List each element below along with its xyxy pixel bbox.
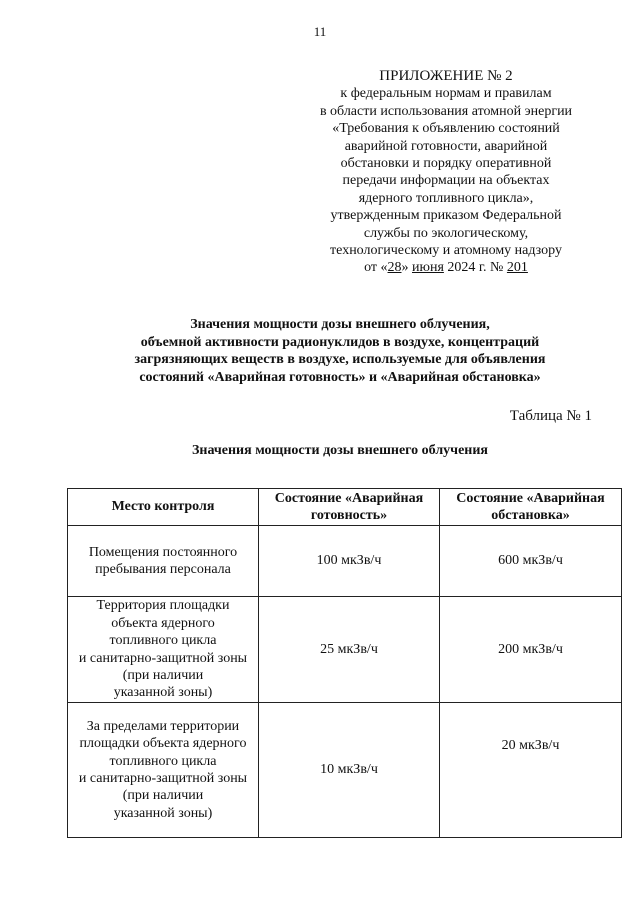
table-row: [68, 597, 622, 703]
appendix-line: ядерного топливного цикла»,: [358, 190, 534, 206]
header-readiness: Состояние «Аварийная готовность»: [259, 489, 440, 526]
order-date-prefix: от «: [364, 260, 388, 276]
order-date-quote: »: [401, 260, 409, 276]
appendix-line: службы по экологическому,: [363, 225, 529, 241]
header-place: Место контроля: [68, 489, 259, 526]
place-cell: За пределами территории площадки объекта ядерного топливного цикла и санитарно-защитной зоны (при наличии указанной зоны): [68, 703, 259, 838]
order-day: 28: [387, 260, 402, 276]
order-number: 201: [506, 260, 528, 276]
emergency-value: 200 мкЗв/ч: [440, 597, 622, 703]
heading-line: состояний «Аварийная готовность» и «Аварийная обстановка»: [139, 369, 541, 385]
readiness-value: 25 мкЗв/ч: [259, 597, 440, 703]
order-month: июня: [412, 260, 444, 276]
dose-rate-table: [67, 488, 622, 838]
appendix-line: передачи информации на объектах: [342, 173, 550, 189]
document-heading: [60, 316, 620, 386]
heading-line: объемной активности радионуклидов в воздухе, концентраций: [140, 334, 540, 350]
appendix-line: утвержденным приказом Федеральной: [330, 208, 562, 224]
appendix-line: «Требования к объявлению состояний: [332, 121, 560, 137]
readiness-value: 100 мкЗв/ч: [259, 526, 440, 597]
place-cell: Территория площадки объекта ядерного топливного цикла и санитарно-защитной зоны (при наличии указанной зоны): [68, 597, 259, 703]
order-year: 2024 г. №: [447, 260, 504, 276]
header-emergency: Состояние «Аварийная обстановка»: [440, 489, 622, 526]
emergency-value: 600 мкЗв/ч: [440, 526, 622, 597]
appendix-line: к федеральным нормам и правилам: [340, 86, 552, 102]
table-row: [68, 526, 622, 597]
order-date: [296, 259, 596, 276]
table-number-label: Таблица № 1: [509, 408, 592, 424]
place-cell: Помещения постоянного пребывания персонала: [68, 526, 259, 597]
heading-line: загрязняющих веществ в воздухе, используемые для объявления: [134, 352, 546, 368]
appendix-line: аварийной готовности, аварийной: [344, 138, 548, 154]
table-title: Значения мощности дозы внешнего облучения: [191, 443, 489, 458]
appendix-block: [296, 68, 596, 277]
emergency-value: 20 мкЗв/ч: [440, 703, 622, 838]
page-number: 11: [313, 24, 327, 39]
heading-line: Значения мощности дозы внешнего облучения,: [190, 317, 490, 332]
appendix-line: в области использования атомной энергии: [319, 103, 573, 119]
table-header-row: [68, 489, 622, 526]
appendix-line: обстановки и порядку оперативной: [340, 156, 552, 172]
appendix-title: ПРИЛОЖЕНИЕ № 2: [379, 68, 513, 84]
readiness-value: 10 мкЗв/ч: [259, 703, 440, 838]
appendix-line: технологическому и атомному надзору: [330, 243, 562, 259]
table-row: [68, 703, 622, 838]
